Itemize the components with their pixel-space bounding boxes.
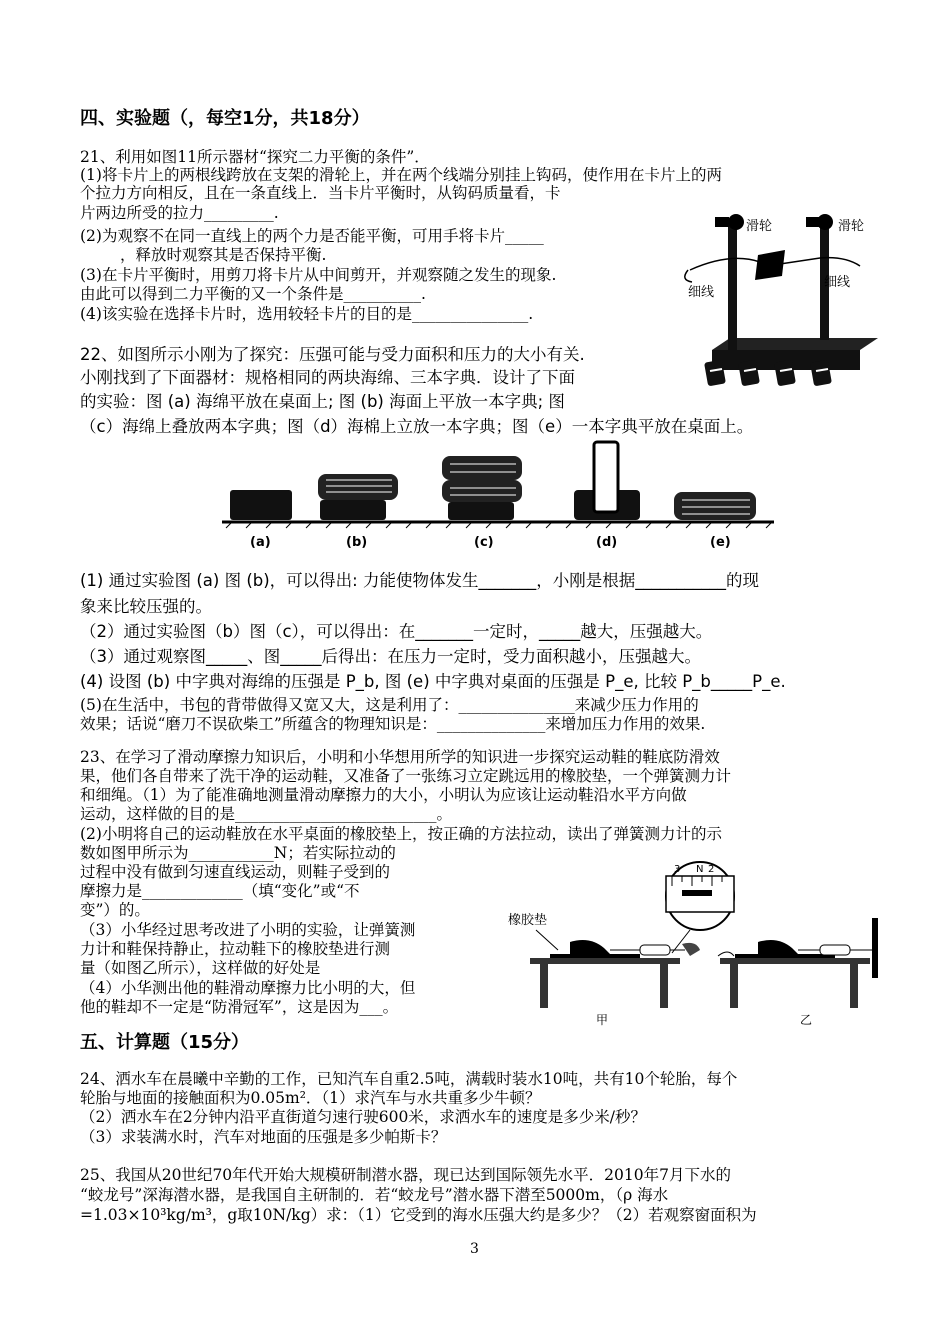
q22-line-11: 效果；话说“磨刀不误砍柴工”所蕴含的物理知识是：______________来增加压力作用的效果. (80, 715, 706, 733)
string-label-right: 细线 (824, 275, 851, 290)
q23-line-9: 变”）的。 (80, 901, 150, 919)
q22-line-2: 小刚找到了下面器材：规格相同的两块海绵、三本字典．设计了下面 (80, 368, 575, 387)
dial-tick-3: 3 (674, 864, 681, 875)
q22-line-7: （2）通过实验图（b）图（c），可以得出：在_______一定时，_____越大，压强越大。 (80, 622, 713, 641)
q23-line-2: 果，他们各自带来了洗干净的运动鞋，又准备了一张练习立定跳远用的橡胶垫，一个弹簧测力计 (80, 767, 732, 785)
q23-line-6: 数如图甲所示为___________N；若实际拉动的 (80, 844, 396, 862)
q25-line-1: 25、我国从20世纪70年代开始大规模研制潜水器，现已达到国际领先水平．2010年7月下水的 (80, 1166, 731, 1184)
figure-label-d: (d) (596, 535, 618, 550)
q23-line-1: 23、在学习了滑动摩擦力知识后，小明和小华想用所学的知识进一步探究运动鞋的鞋底防滑效 (80, 748, 720, 766)
q21-line-9: (4)该实验在选择卡片时，选用较轻卡片的目的是_______________. (80, 305, 534, 323)
q23-line-12: 量（如图乙所示），这样做的好处是 (80, 959, 321, 977)
q24-line-2: 轮胎与地面的接触面积为0.05m²．（1）求汽车与水共重多少牛顿？ (80, 1089, 541, 1107)
q21-line-3: 个拉力方向相反，且在一条直线上．当卡片平衡时，从钩码质量看，卡 (80, 184, 561, 202)
q22-line-1: 22、如图所示小刚为了探究：压强可能与受力面积和压力的大小有关. (80, 345, 585, 364)
page-number: 3 (470, 1241, 479, 1257)
q21-line-2: (1)将卡片上的两根线跨放在支架的滑轮上，并在两个线端分别挂上钩码，使作用在卡片上的两 (80, 166, 722, 184)
q25-line-2: “蛟龙号”深海潜水器，是我国自主研制的．若“蛟龙号”潜水器下潜至5000m，（ρ 海水 (80, 1186, 669, 1204)
pulley-label-right: 滑轮 (838, 219, 865, 234)
q23-line-5: (2)小明将自己的运动鞋放在水平桌面的橡胶垫上，按正确的方法拉动，读出了弹簧测力计的示 (80, 825, 722, 843)
sponge-dictionary-figure (222, 440, 774, 552)
figure-label-b: (b) (346, 535, 368, 550)
figure-label-c: (c) (474, 535, 494, 550)
q23-line-7: 过程中没有做到匀速直线运动，则鞋子受到的 (80, 863, 391, 881)
q23-line-4: 运动，这样做的目的是__________________________。 (80, 805, 453, 823)
figure-label-yi: 乙 (800, 1013, 813, 1027)
q24-line-1: 24、洒水车在晨曦中辛勤的工作，已知汽车自重2.5吨，满载时装水10吨，共有10个轮胎，每个 (80, 1070, 738, 1088)
q22-line-3: 的实验：图 (a) 海绵平放在桌面上; 图 (b) 海面上平放一本字典; 图 (80, 392, 565, 411)
mat-label: 橡胶垫 (508, 913, 548, 928)
figure-label-a: (a) (250, 535, 271, 550)
q22-line-4: （c）海绵上叠放两本字典；图（d）海棉上立放一本字典；图（e）一本字典平放在桌面上。 (80, 417, 754, 436)
q21-line-8: 由此可以得到二力平衡的又一个条件是__________. (80, 285, 426, 303)
figure-label-e: (e) (710, 535, 731, 550)
q22-line-10: (5)在生活中，书包的背带做得又宽又大，这是利用了：_______________来减少压力作用的 (80, 696, 699, 714)
q23-line-13: （4）小华测出他的鞋滑动摩擦力比小明的大，但 (80, 979, 416, 997)
q23-line-8: 摩擦力是_____________（填“变化”或“不 (80, 882, 360, 900)
q21-line-1: 21、利用如图11所示器材“探究二力平衡的条件”． (80, 148, 430, 166)
dial-unit-n: N (696, 864, 704, 875)
dial-tick-2: 2 (708, 864, 715, 875)
q21-line-5: (2)为观察不在同一直线上的两个力是否能平衡，可用手将卡片_____ (80, 227, 544, 245)
hook-weights-figure (700, 355, 850, 391)
section-title-calculation: 五、计算题（15分） (80, 1032, 250, 1053)
figure-label-jia: 甲 (596, 1013, 609, 1027)
q21-line-7: (3)在卡片平衡时，用剪刀将卡片从中间剪开，并观察随之发生的现象. (80, 266, 557, 284)
q22-line-5: (1) 通过实验图 (a) 图 (b)，可以得出: 力能使物体发生_______，小刚是根据___________的现 (80, 571, 759, 590)
q23-line-10: （3）小华经过思考改进了小明的实验，让弹簧测 (80, 921, 416, 939)
q21-line-6: ，释放时观察其是否保持平衡. (120, 246, 327, 264)
section-title-experiment: 四、实验题（，每空1分，共18分） (80, 108, 370, 129)
string-label-left: 细线 (688, 285, 715, 300)
q23-line-11: 力计和鞋保持静止，拉动鞋下的橡胶垫进行测 (80, 940, 391, 958)
q22-line-8: （3）通过观察图_____、图_____后得出：在压力一定时，受力面积越小，压强越大。 (80, 647, 701, 666)
q23-line-14: 他的鞋却不一定是“防滑冠军”，这是因为___。 (80, 998, 399, 1016)
q25-line-3: =1.03×10³kg/m³，g取10N/kg）求：（1）它受到的海水压强大约是多少？（2）若观察窗面积为 (80, 1206, 757, 1224)
q22-line-6: 象来比较压强的。 (80, 597, 212, 616)
q23-line-3: 和细绳。（1）为了能准确地测量滑动摩擦力的大小，小明认为应该让运动鞋沿水平方向做 (80, 786, 687, 804)
q24-line-4: （3）求装满水时，汽车对地面的压强是多少帕斯卡？ (80, 1128, 447, 1146)
friction-experiment-figure (500, 858, 880, 1028)
q22-line-9: (4) 设图 (b) 中字典对海绵的压强是 P_b, 图 (e) 中字典对桌面的压强是 P_e, 比较 P_b_____P_e. (80, 672, 786, 691)
pulley-label-left: 滑轮 (746, 219, 773, 234)
q24-line-3: （2）洒水车在2分钟内沿平直街道匀速行驶600米，求洒水车的速度是多少米/秒？ (80, 1108, 647, 1126)
q21-line-4: 片两边所受的拉力_________. (80, 204, 279, 222)
